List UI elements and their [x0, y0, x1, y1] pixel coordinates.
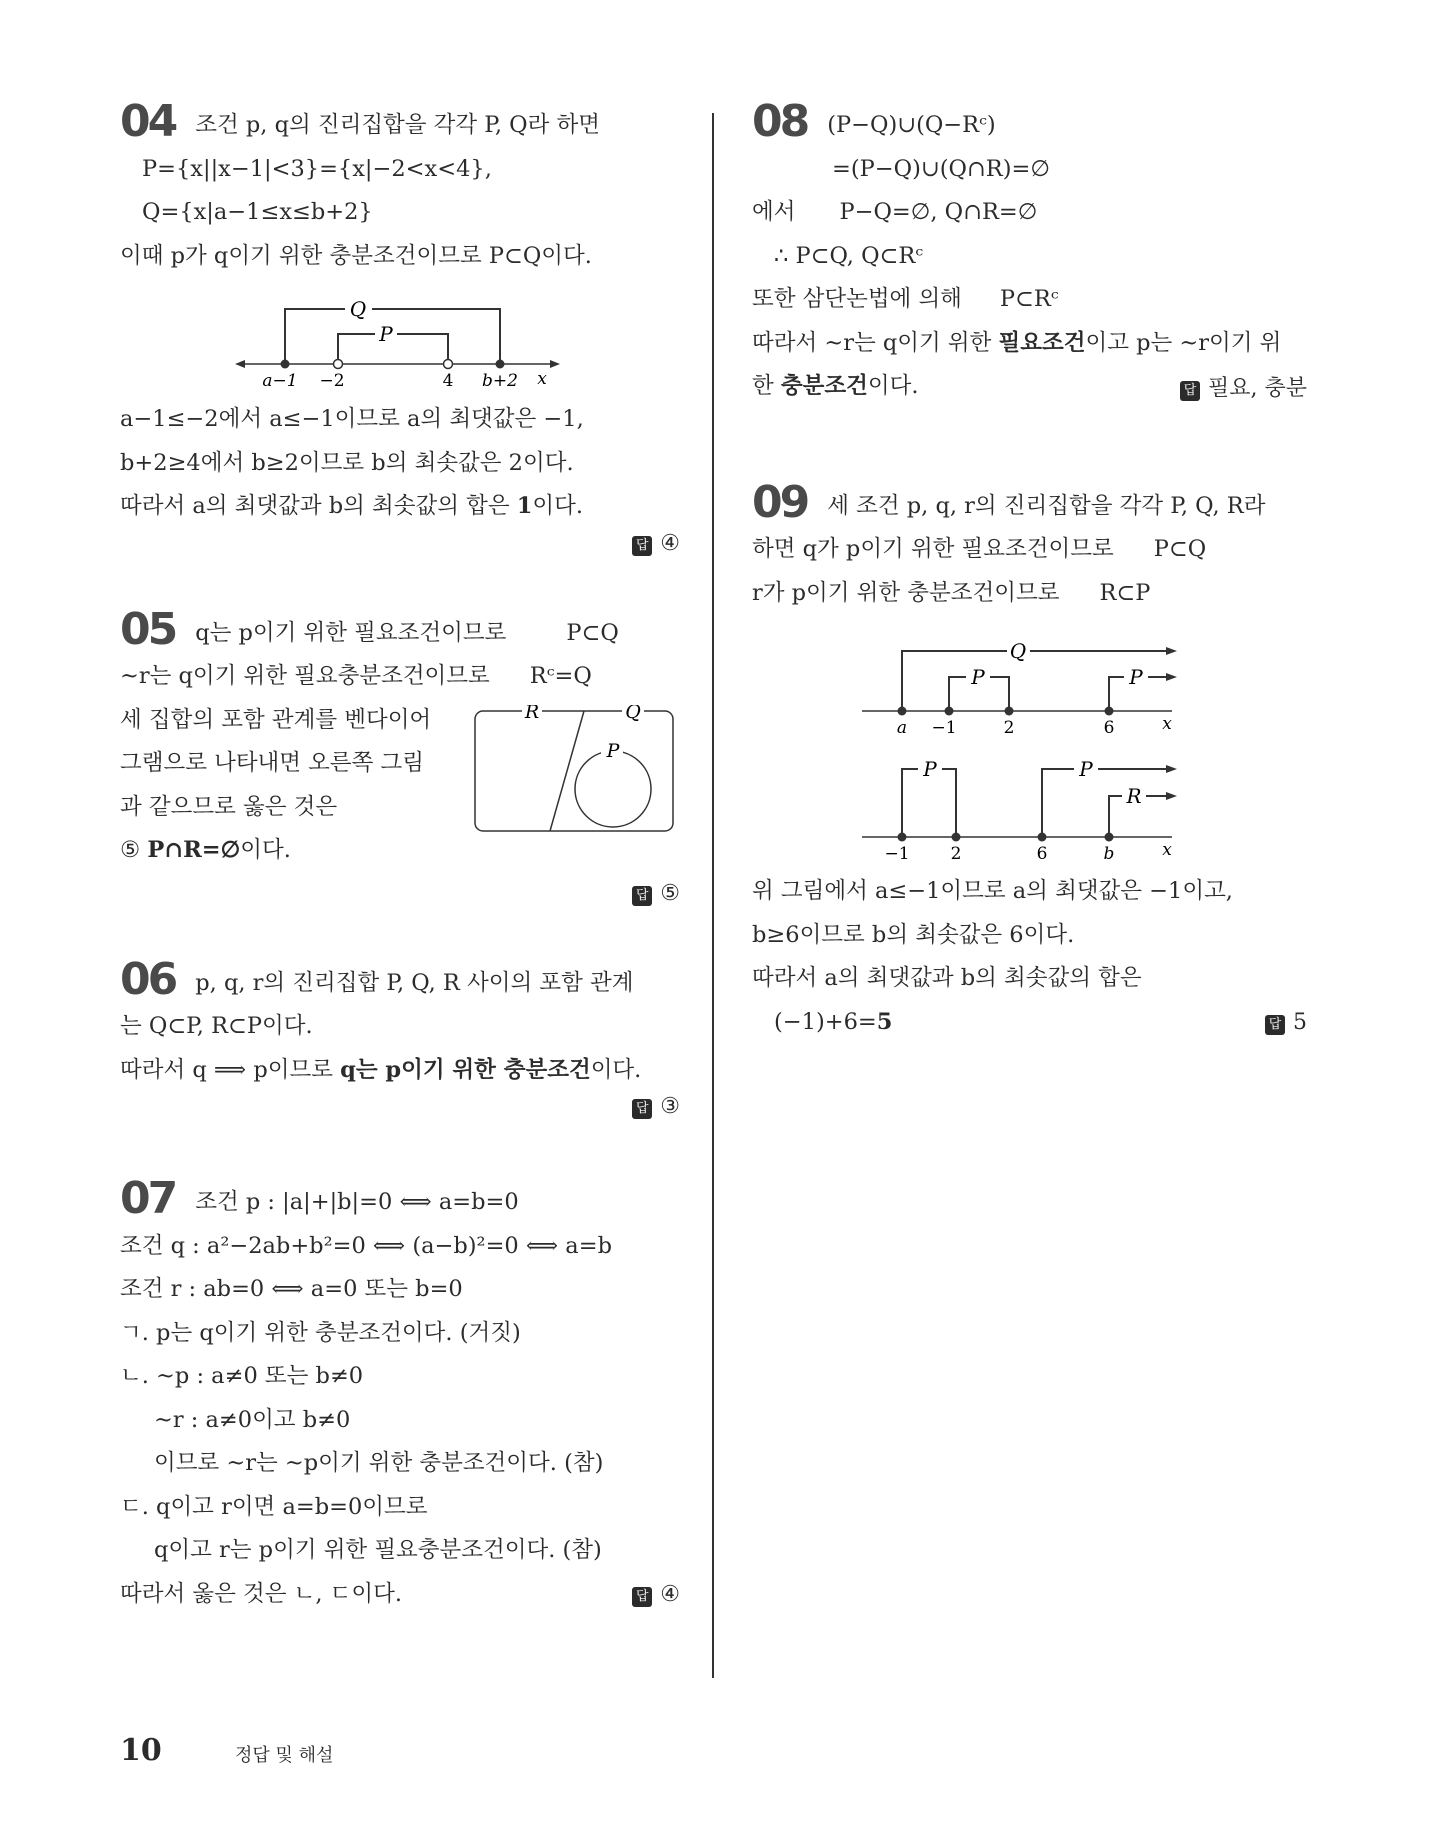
bold-result: 필요조건: [998, 329, 1086, 356]
text-line: 이고 p는 ~r이기 위: [1085, 329, 1282, 356]
text-line: 이다.: [867, 373, 919, 399]
text-line: 과 같으므로 옳은 것은: [120, 793, 338, 820]
set-P-label: P: [1079, 757, 1093, 781]
text-line: 는 Q⊂P, R⊂P이다.: [120, 1013, 313, 1039]
set-P-label: P: [379, 322, 393, 346]
text-line: 조건 p : |a|+|b|=0 ⟺ a=b=0: [195, 1189, 519, 1215]
page-number: 10: [120, 1733, 162, 1768]
set-P-label: P: [923, 757, 937, 781]
bold-result: 충분조건: [780, 373, 868, 399]
set-R-label: R: [524, 704, 540, 723]
text-line: 위 그림에서 a≤−1이므로 a의 최댓값은 −1이고,: [752, 878, 1233, 904]
answer-badge: 답: [1265, 1015, 1285, 1035]
text-line: Rᶜ=Q: [529, 663, 592, 689]
text-line: 에서: [752, 199, 796, 225]
solution-05: [120, 603, 680, 906]
answer-badge: 답: [632, 1587, 652, 1607]
number-line-figures-09: [752, 629, 1307, 864]
tick-label: 2: [950, 844, 962, 864]
answer-value: 필요, 충분: [1208, 376, 1307, 402]
axis-label: x: [537, 369, 547, 389]
text-line: (−1)+6=: [774, 1008, 877, 1035]
text-line: 따라서 옳은 것은 ㄴ, ㄷ이다.: [120, 1580, 402, 1607]
set-P-label: P: [606, 739, 620, 762]
text-line: P−Q=∅, Q∩R=∅: [839, 199, 1038, 225]
problem-number: 04: [120, 96, 176, 147]
column-divider: [712, 113, 714, 1678]
text-line: 따라서 a의 최댓값과 b의 최솟값의 합은: [752, 965, 1142, 991]
text-line: ㄱ. p는 q이기 위한 충분조건이다. (거짓): [120, 1319, 521, 1346]
text-line: 조건 r : ab=0 ⟺ a=0 또는 b=0: [120, 1276, 463, 1302]
answer-value: ④: [660, 530, 680, 556]
answer-06: [120, 1094, 680, 1119]
text-line: 이다.: [590, 1056, 642, 1083]
text-line: b+2≥4에서 b≥2이므로 b의 최솟값은 2이다.: [120, 449, 574, 476]
text-line: 조건 p, q의 진리집합을 각각 P, Q라 하면: [195, 112, 600, 138]
set-P-label: P: [971, 665, 985, 689]
solution-08: [752, 96, 1307, 409]
text-line: 세 집합의 포함 관계를 벤다이어: [120, 706, 432, 733]
text-line: 이때 p가 q이기 위한 충분조건이므로 P⊂Q이다.: [120, 242, 592, 269]
problem-number: 07: [120, 1173, 176, 1224]
tick-label: b+2: [482, 371, 518, 391]
problem-number: 05: [120, 603, 176, 655]
text-line: 이다.: [532, 493, 584, 519]
text-line: ⑤: [120, 837, 148, 863]
answer-value: ③: [660, 1094, 680, 1119]
answer-07: [632, 1582, 680, 1607]
set-Q-label: Q: [625, 704, 641, 723]
problem-number: 09: [752, 476, 808, 528]
text-line: Q={x|a−1≤x≤b+2}: [142, 199, 373, 225]
text-line: 그램으로 나타내면 오른쪽 그림: [120, 750, 425, 776]
text-line: ㄴ. ~p : a≠0 또는 b≠0: [120, 1363, 364, 1389]
text-line: 이다.: [240, 837, 291, 863]
problem-number: 08: [752, 96, 808, 147]
set-P-label: P: [1129, 665, 1143, 689]
tick-label: −1: [931, 718, 957, 738]
text-line: 이므로 ~r는 ~p이기 위한 충분조건이다. (참): [154, 1450, 604, 1476]
set-Q-label: Q: [1009, 639, 1027, 663]
tick-label: a−1: [262, 371, 298, 391]
page-footer-title: 정답 및 해설: [235, 1745, 334, 1766]
text-line: (P−Q)∪(Q−Rᶜ): [827, 112, 996, 138]
tick-label: b: [1103, 844, 1115, 864]
venn-diagram-05: [470, 705, 680, 835]
text-line: p, q, r의 진리집합 P, Q, R 사이의 포함 관계: [195, 969, 634, 996]
text-line: P⊂Q: [1153, 536, 1207, 562]
answer-value: ⑤: [660, 880, 680, 906]
number-line-figure-04: [120, 284, 680, 394]
text-line: 따라서 a의 최댓값과 b의 최솟값의 합은: [120, 493, 517, 519]
solution-06: [120, 953, 680, 1120]
text-line: ∴ P⊂Q, Q⊂Rᶜ: [774, 242, 924, 269]
tick-label: 2: [1003, 718, 1015, 738]
bold-result: P∩R=∅: [147, 837, 241, 863]
text-line: 조건 q : a²−2ab+b²=0 ⟺ (a−b)²=0 ⟺ a=b: [120, 1232, 612, 1259]
answer-value: ④: [660, 1581, 680, 1607]
text-line: 세 조건 p, q, r의 진리집합을 각각 P, Q, R라: [827, 492, 1266, 519]
text-line: ㄷ. q이고 r이면 a=b=0이므로: [120, 1493, 428, 1520]
axis-label: x: [1162, 840, 1172, 860]
tick-label: −1: [884, 844, 910, 864]
text-line: =(P−Q)∪(Q∩R)=∅: [832, 155, 1050, 182]
text-line: ~r : a≠0이고 b≠0: [154, 1406, 351, 1433]
problem-number: 06: [120, 953, 176, 1005]
right-column: [752, 96, 1307, 1044]
bold-result: 1: [516, 493, 533, 519]
answer-badge: 답: [632, 536, 652, 556]
solution-04: [120, 96, 680, 556]
solution-09: [752, 476, 1307, 1045]
text-line: 따라서 ~r는 q이기 위한: [752, 329, 999, 356]
text-line: 하면 q가 p이기 위한 필요조건이므로: [752, 536, 1114, 562]
solution-07: [120, 1173, 680, 1616]
text-line: q이고 r는 p이기 위한 필요충분조건이다. (참): [154, 1537, 602, 1563]
answer-08: [1180, 371, 1307, 402]
tick-label: 6: [1103, 718, 1115, 738]
answer-badge: 답: [632, 886, 652, 906]
set-R-label: R: [1126, 784, 1142, 808]
tick-label: 4: [442, 371, 454, 391]
text-line: P={x||x−1|<3}={x|−2<x<4},: [142, 155, 492, 182]
tick-label: a: [896, 718, 908, 738]
text-line: b≥6이므로 b의 최솟값은 6이다.: [752, 921, 1075, 948]
text-line: a−1≤−2에서 a≤−1이므로 a의 최댓값은 −1,: [120, 406, 584, 432]
text-line: 한: [752, 373, 781, 399]
text-line: q는 p이기 위한 필요조건이므로: [195, 619, 507, 646]
text-line: r가 p이기 위한 충분조건이므로: [752, 579, 1060, 606]
answer-badge: 답: [1180, 381, 1200, 401]
text-line: P⊂Q: [566, 619, 619, 646]
answer-badge: 답: [632, 1099, 652, 1119]
text-line: ~r는 q이기 위한 필요충분조건이므로: [120, 663, 490, 689]
text-line: 또한 삼단논법에 의해: [752, 286, 962, 312]
axis-label: x: [1162, 714, 1172, 734]
bold-result: 5: [876, 1008, 893, 1035]
answer-value: 5: [1293, 1009, 1307, 1035]
text-line: R⊂P: [1099, 579, 1151, 606]
answer-09: [1265, 1010, 1307, 1035]
tick-label: 6: [1036, 844, 1048, 864]
set-Q-label: Q: [349, 297, 367, 321]
answer-05: [120, 881, 680, 906]
bold-result: q는 p이기 위한 충분조건: [340, 1056, 591, 1083]
tick-label: −2: [319, 371, 345, 391]
text-line: 따라서 q ⟹ p이므로: [120, 1056, 341, 1083]
left-column: [120, 96, 680, 1616]
answer-04: [120, 531, 680, 556]
text-line: P⊂Rᶜ: [999, 286, 1059, 312]
